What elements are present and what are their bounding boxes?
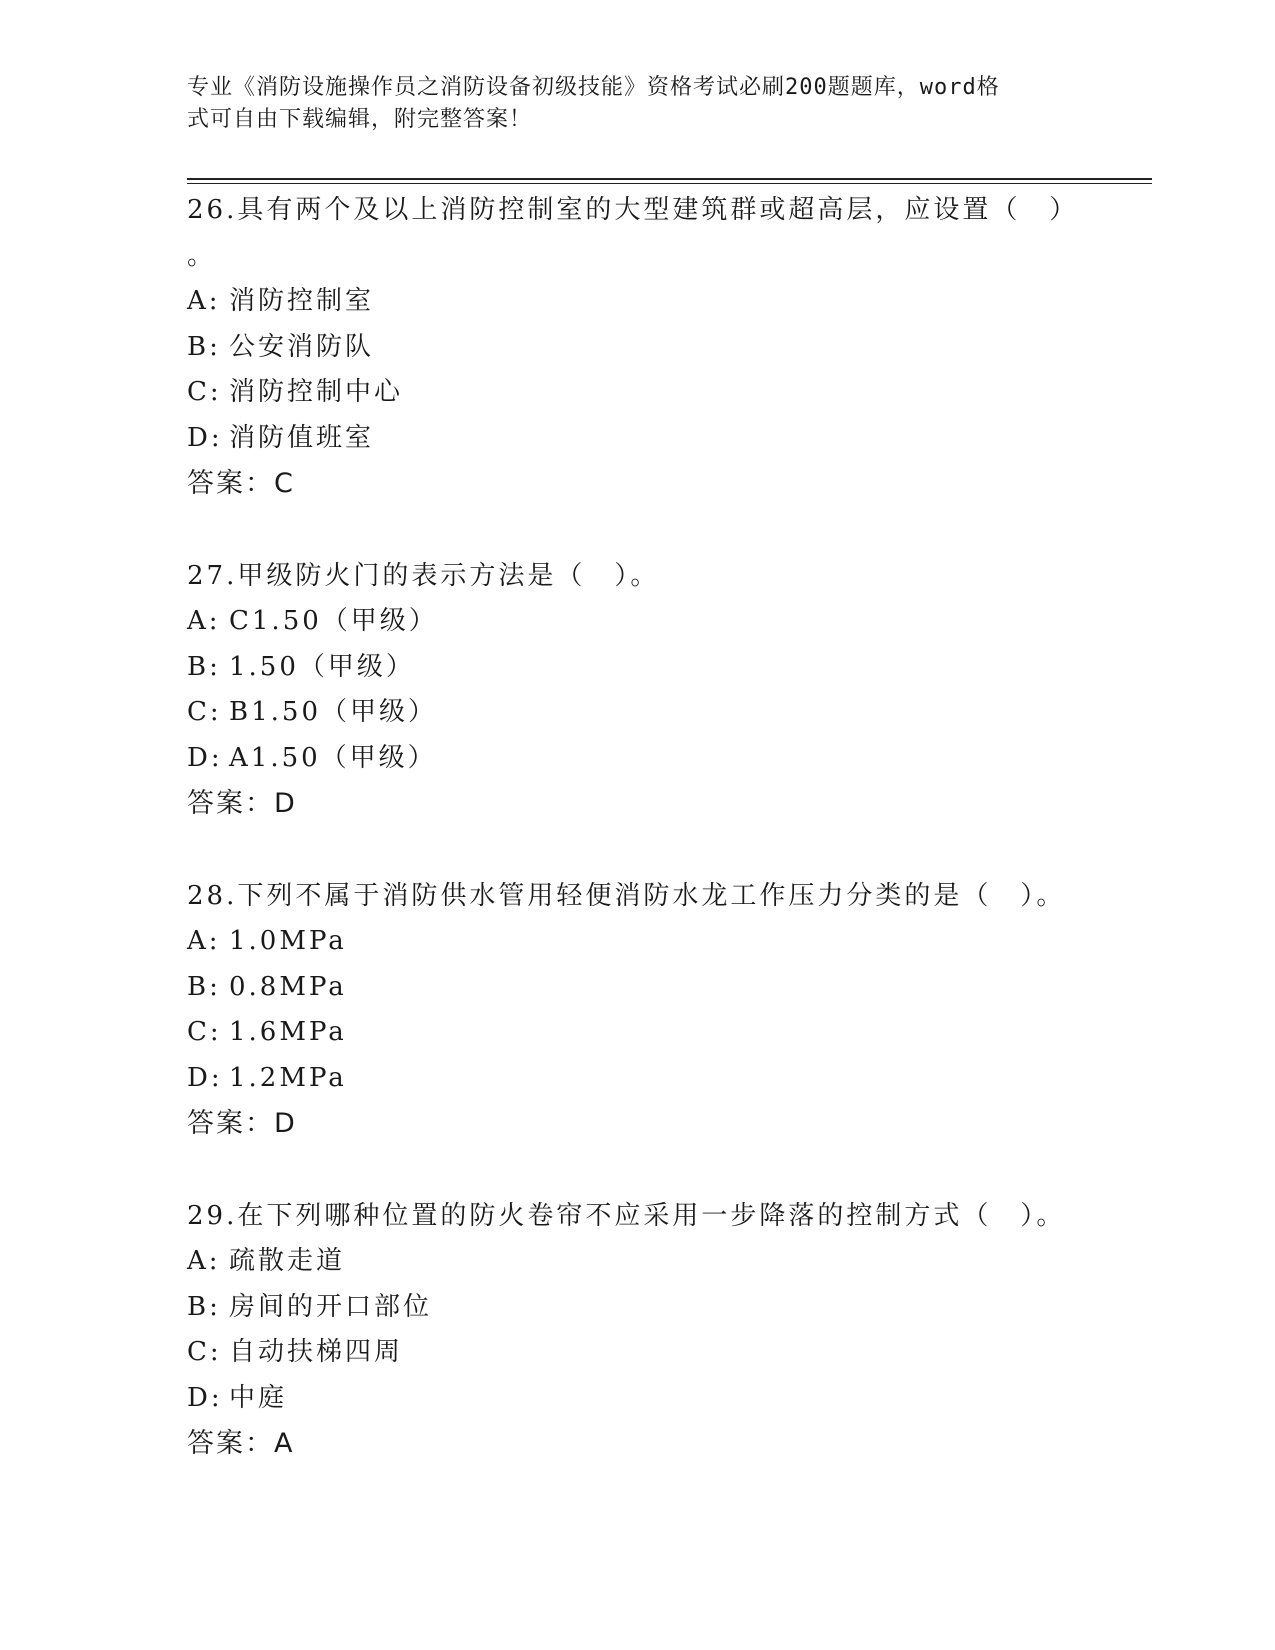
option-text: 疏散走道 xyxy=(229,1246,346,1276)
question-stem: 29.在下列哪种位置的防火卷帘不应采用一步降落的控制方式（ ）。 xyxy=(187,1201,1066,1231)
option-b xyxy=(187,1285,1087,1331)
option-letter: C: xyxy=(187,697,222,727)
option-a xyxy=(187,1239,1087,1285)
option-text: 公安消防队 xyxy=(229,331,375,362)
option-letter: A: xyxy=(187,286,221,316)
header-divider-thin xyxy=(187,183,1152,184)
option-d xyxy=(187,416,1087,462)
header-divider-thick xyxy=(187,178,1152,180)
option-letter: A: xyxy=(187,606,221,636)
option-b xyxy=(187,645,1087,691)
option-text: 1.0MPa xyxy=(229,926,347,956)
option-letter: D: xyxy=(187,1062,223,1093)
option-letter: B: xyxy=(187,651,221,682)
document-header xyxy=(187,72,1067,136)
option-c xyxy=(187,370,1087,416)
option-text: 1.6MPa xyxy=(229,1017,347,1047)
answer-line: 答案：D xyxy=(187,788,297,819)
option-d xyxy=(187,736,1087,782)
option-letter: A: xyxy=(187,926,221,956)
option-b xyxy=(187,965,1087,1011)
option-text: 房间的开口部位 xyxy=(229,1291,433,1322)
answer-line: 答案：C xyxy=(187,468,295,499)
option-text: 消防控制中心 xyxy=(229,377,404,407)
option-letter: C: xyxy=(187,1337,222,1367)
option-text: 中庭 xyxy=(229,1382,288,1413)
question-27 xyxy=(187,553,1087,826)
question-stem-continuation: 。 xyxy=(187,241,217,271)
question-28 xyxy=(187,873,1087,1146)
question-stem: 26.具有两个及以上消防控制室的大型建筑群或超高层，应设置（ ） xyxy=(187,195,1079,225)
option-text: 1.2MPa xyxy=(229,1062,347,1093)
option-text: 1.50（甲级） xyxy=(229,651,415,682)
option-text: B1.50（甲级） xyxy=(229,697,437,727)
question-stem: 27.甲级防火门的表示方法是（ ）。 xyxy=(187,561,660,591)
question-26 xyxy=(187,187,1087,506)
option-d xyxy=(187,1056,1087,1102)
option-b xyxy=(187,325,1087,371)
option-d xyxy=(187,1376,1087,1422)
option-text: 自动扶梯四周 xyxy=(229,1337,404,1367)
header-line-1: 专业《消防设施操作员之消防设备初级技能》资格考试必刷200题题库，word格 xyxy=(187,75,1000,100)
option-letter: C: xyxy=(187,377,222,407)
option-c xyxy=(187,690,1087,736)
option-text: 消防控制室 xyxy=(229,286,375,316)
option-letter: C: xyxy=(187,1017,222,1047)
question-29 xyxy=(187,1193,1087,1466)
answer-line: 答案：A xyxy=(187,1428,295,1459)
option-c xyxy=(187,1010,1087,1056)
option-c xyxy=(187,1330,1087,1376)
option-a xyxy=(187,919,1087,965)
option-letter: A: xyxy=(187,1246,221,1276)
option-text: A1.50（甲级） xyxy=(229,742,437,773)
option-text: 消防值班室 xyxy=(229,422,375,453)
question-stem: 28.下列不属于消防供水管用轻便消防水龙工作压力分类的是（ ）。 xyxy=(187,881,1066,911)
option-text: C1.50（甲级） xyxy=(229,606,438,636)
option-letter: B: xyxy=(187,331,221,362)
option-letter: D: xyxy=(187,422,223,453)
option-letter: B: xyxy=(187,1291,221,1322)
option-letter: D: xyxy=(187,742,223,773)
option-a xyxy=(187,599,1087,645)
option-letter: D: xyxy=(187,1382,223,1413)
option-letter: B: xyxy=(187,971,221,1002)
option-text: 0.8MPa xyxy=(229,971,347,1002)
header-line-2: 式可自由下载编辑，附完整答案！ xyxy=(187,107,533,132)
option-a xyxy=(187,279,1087,325)
answer-line: 答案：D xyxy=(187,1108,297,1139)
